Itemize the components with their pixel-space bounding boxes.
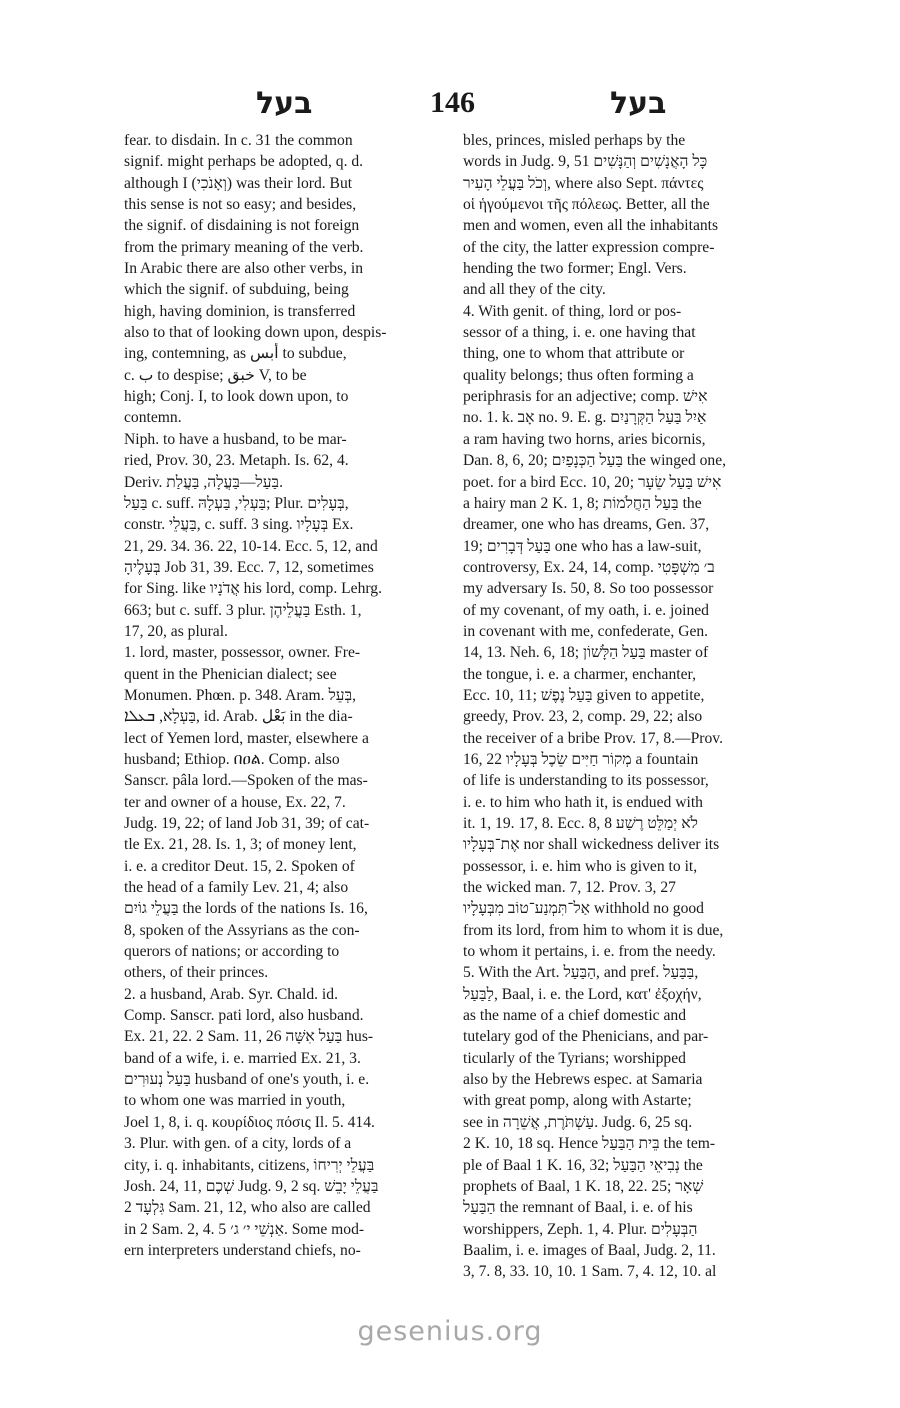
text-line: גִּלְעָד 2 Sam. 21, 12, who also are called [124, 1199, 371, 1217]
text-line: ple of Baal 1 K. 16, 32; נְבִיאֵי הַבַּעַל the [463, 1156, 703, 1174]
text-line: men and women, even all the inhabitants [463, 217, 719, 235]
text-line: the tongue, i. e. a charmer, enchanter, [463, 665, 696, 683]
text-line: high; Conj. I, to look down upon, to [124, 388, 349, 406]
text-line: see in עַשְׁתֹּרֶת, אֲשֵׁרָה. Judg. 6, 25 sq. [463, 1113, 693, 1131]
text-line: Dan. 8, 6, 20; בַּעַל הַכְּנָפַיִם the winged one, [463, 452, 727, 470]
text-line: a ram having two horns, aries bicornis, [463, 430, 706, 448]
text-line: Sanscr. pâla lord.—Spoken of the mas- [124, 772, 368, 790]
text-line: signif. might perhaps be adopted, q. d. [124, 153, 364, 171]
text-line: band of a wife, i. e. married Ex. 21, 3. [124, 1049, 361, 1067]
text-line: and all they of the city. [463, 281, 606, 299]
text-line: querors of nations; or according to [124, 943, 340, 961]
text-line: high, having dominion, is transferred [124, 302, 356, 320]
text-line: Joel 1, 8, i. q. κουρίδιος πόσις Il. 5. 414. [124, 1113, 375, 1131]
text-line: Comp. Sanscr. pati lord, also husband. [124, 1007, 364, 1025]
text-line: although I (וְאָנֹכִי) was their lord. But [124, 174, 353, 192]
site-watermark: gesenius.org [357, 1316, 543, 1347]
page-number: 146 [430, 86, 475, 119]
text-line: from its lord, from him to whom it is due, [463, 921, 724, 939]
text-line: i. e. to him who hath it, is endued with [463, 793, 703, 811]
text-line: the signif. of disdaining is not foreign [124, 217, 360, 235]
text-line: הַבַּעַל the remnant of Baal, i. e. of his [463, 1199, 693, 1217]
text-line: 19; בַּעַל דְּבָרִים one who has a law-suit, [463, 537, 702, 555]
text-line: the head of a family Lev. 21, 4; also [124, 879, 349, 897]
text-line: Ex. 21, 22. 2 Sam. 11, 26 בַּעַל אִשָּׁה hus- [124, 1028, 374, 1046]
text-line: 14, 13. Neh. 6, 18; בַּעַל הַלָּשׁוֹן master of [463, 644, 709, 662]
text-line: for Sing. like אֲדֹנָיו his lord, comp. Lehrg. [124, 580, 382, 598]
text-line: 16, 22 מְקוֹר חַיִּים שֵׂכֶל בְּעָלָיו a fountain [463, 750, 699, 768]
text-line: a hairy man 2 K. 1, 8; בַּעַל הַחֲלֹמוֹת the [463, 494, 702, 512]
text-line: בַּעֲלֵי גוֹיִם the lords of the nations Is. 16, [124, 900, 368, 918]
text-line: i. e. a creditor Deut. 15, 2. Spoken of [124, 857, 355, 875]
text-line: periphrasis for an adjective; comp. אִישׁ [463, 388, 708, 406]
text-line: 5. With the Art. הַבַּעַל, and pref. בַּבַּעַל, [463, 964, 699, 982]
text-line: possessor, i. e. him who is given to it, [463, 857, 698, 875]
text-line: 663; but c. suff. 3 plur. בַּעֲלֵיהֶן Esth. 1, [124, 601, 362, 619]
text-line: constr. בַּעֲלֵי, c. suff. 3 sing. בְּעָלָיו Ex. [124, 516, 354, 534]
text-line: which the signif. of subduing, being [124, 281, 349, 299]
text-line: ern interpreters understand chiefs, no- [124, 1241, 361, 1259]
text-line: of life is understanding to its possessor, [463, 772, 709, 790]
text-line: of the city, the latter expression compre- [463, 238, 715, 256]
text-line: to whom it pertains, i. e. from the needy. [463, 943, 716, 961]
text-line: 8, spoken of the Assyrians as the con- [124, 921, 360, 939]
text-line: Deriv. בַּעַל—בַּעֲלָה, בַּעֲלַת. [124, 473, 283, 491]
text-line: dreamer, one who has dreams, Gen. 37, [463, 516, 710, 534]
text-line: city, i. q. inhabitants, citizens, בַּעֲלֵי יְרִיחוֹ [124, 1156, 375, 1174]
text-line: prophets of Baal, 1 K. 18, 22. 25; שְׁאָר [463, 1177, 704, 1195]
text-line: tle Ex. 21, 28. Is. 1, 3; of money lent, [124, 836, 357, 854]
text-line: 4. With genit. of thing, lord or pos- [463, 302, 682, 320]
text-line: בַּעַל c. suff. בַּעְלִי, בַּעְלָהּ; Plur. בְּעָלִים, [124, 494, 349, 512]
text-line: no. 1. k. אָב no. 9. E. g. אַיִל בַּעַל הַקְּרָנַיִם [463, 409, 707, 427]
text-line: c. ب to despise; خبق V, to be [124, 366, 307, 384]
text-line: ried, Prov. 30, 23. Metaph. Is. 62, 4. [124, 452, 349, 470]
text-line: אַל־תִּמְנַע־טוֹב מִבְּעָלָיו withhold no good [463, 900, 704, 918]
text-line: ter and owner of a house, Ex. 22, 7. [124, 793, 346, 811]
text-line: sessor of a thing, i. e. one having that [463, 324, 696, 342]
text-line: Ecc. 10, 11; בַּעַל נֶפֶשׁ given to appetite, [463, 686, 705, 704]
text-line: ticularly of the Tyrians; worshipped [463, 1049, 686, 1067]
text-line: from the primary meaning of the verb. [124, 238, 364, 256]
text-line: 2 K. 10, 18 sq. Hence בֵּית הַבַּעַל the tem- [463, 1135, 716, 1153]
text-line: quent in the Phenician dialect; see [124, 665, 337, 683]
text-line: 3, 7. 8, 33. 10, 10. 1 Sam. 7, 4. 12, 10. al [463, 1263, 717, 1281]
text-line: 1. lord, master, possessor, owner. Fre- [124, 644, 361, 662]
left-column [124, 130, 440, 1261]
text-line: 21, 29. 34. 36. 22, 10-14. Ecc. 5, 12, and [124, 537, 378, 555]
text-line: In Arabic there are also other verbs, in [124, 260, 364, 278]
text-line: also to that of looking down upon, despis- [124, 324, 387, 342]
text-line: οἱ ἡγούμενοι τῆς πόλεως. Better, all the [463, 196, 710, 214]
text-line: בַּעַל נְעוּרִים husband of one's youth, i. e. [124, 1071, 370, 1089]
text-line: the receiver of a bribe Prov. 17, 8.—Prov. [463, 729, 723, 747]
text-line: tutelary god of the Phenicians, and par- [463, 1028, 709, 1046]
text-line: poet. for a bird Ecc. 10, 20; אִישׁ בַּעַל שֵׂעָר [463, 473, 722, 491]
text-line: Baalim, i. e. images of Baal, Judg. 2, 11. [463, 1241, 716, 1259]
text-line: of my covenant, of my oath, i. e. joined [463, 601, 709, 619]
text-line: Monumen. Phœn. p. 348. Aram. בְּעֵל, [124, 686, 356, 704]
text-line: others, of their princes. [124, 964, 269, 982]
text-line: husband; Ethiop. በዐል. Comp. also [124, 750, 340, 768]
text-line: לַבַּעַל, Baal, i. e. the Lord, κατ' ἐξοχήν, [463, 985, 702, 1003]
text-line: 3. Plur. with gen. of a city, lords of a [124, 1135, 352, 1153]
text-line: this sense is not so easy; and besides, [124, 196, 357, 214]
text-line: bles, princes, misled perhaps by the [463, 132, 686, 149]
text-line: as the name of a chief domestic and [463, 1007, 686, 1025]
text-line: fear. to disdain. In c. 31 the common [124, 132, 353, 149]
text-line: controversy, Ex. 24, 14, comp. ב׳ מִשְׁפָּטִי [463, 558, 715, 576]
text-line: my adversary Is. 50, 8. So too possessor [463, 580, 714, 598]
text-line: 2. a husband, Arab. Syr. Chald. id. [124, 985, 338, 1003]
text-line: in 2 Sam. 2, 4. 5 אַנְשֵׁי י׳ ג׳. Some mod- [124, 1220, 365, 1238]
text-line: וְכֹל בַּעֲלֵי הָעִיר, where also Sept. πάντες [463, 174, 704, 192]
text-line: lect of Yemen lord, master, elsewhere a [124, 729, 369, 747]
right-column [463, 130, 781, 1283]
text-line: hending the two former; Engl. Vers. [463, 260, 687, 278]
text-line: בְּעָלֶיהָ Job 31, 39. Ecc. 7, 12, sometimes [124, 558, 374, 576]
text-line: with great pomp, along with Astarte; [463, 1092, 692, 1110]
text-line: it. 1, 19. 17, 8. Ecc. 8, 8 לֹא יְמַלֵּט רֶשַׁע [463, 815, 698, 832]
text-line: in covenant with me, confederate, Gen. [463, 622, 709, 640]
text-line: also by the Hebrews espec. at Samaria [463, 1071, 703, 1089]
text-line: Josh. 24, 11, שְׁכֶם Judg. 9, 2 sq. בַּעֲלֵי יָבֵשׁ [124, 1177, 379, 1195]
text-line: ing, contemning, as أبس to subdue, [124, 345, 347, 363]
text-line: greedy, Prov. 23, 2, comp. 29, 22; also [463, 708, 703, 726]
text-line: בַּעְלָא, ܒܥܠܐ, id. Arab. بَعْل in the dia- [124, 708, 353, 726]
text-line: to whom one was married in youth, [124, 1092, 346, 1110]
text-line: worshippers, Zeph. 1, 4. Plur. הַבְּעָלִים [463, 1220, 698, 1238]
running-header [124, 86, 780, 126]
header-left-word: בעל [256, 86, 313, 121]
text-line: thing, one to whom that attribute or [463, 345, 685, 363]
text-line: Niph. to have a husband, to be mar- [124, 430, 347, 448]
text-line: Judg. 19, 22; of land Job 31, 39; of cat- [124, 815, 370, 832]
text-line: 17, 20, as plural. [124, 622, 228, 640]
text-line: contemn. [124, 409, 182, 427]
text-line: quality belongs; thus often forming a [463, 366, 694, 384]
text-line: אֶת־בְּעָלָיו nor shall wickedness deliver its [463, 836, 720, 854]
header-right-word: בעל [610, 86, 667, 121]
text-line: words in Judg. 9, 51 כָּל הָאֲנָשִׁים וְהַנָּשִׁים [463, 153, 708, 171]
text-line: the wicked man. 7, 12. Prov. 3, 27 [463, 879, 676, 897]
